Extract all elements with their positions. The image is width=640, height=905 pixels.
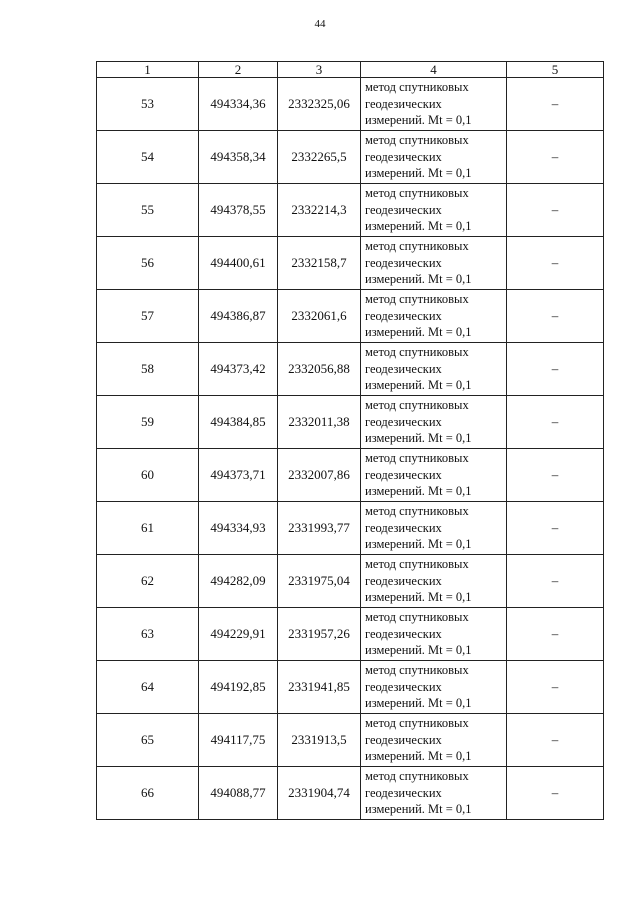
method-text-line: геодезических — [365, 96, 442, 111]
x-coordinate-cell: 494386,87 — [199, 290, 278, 343]
x-coordinate-cell: 494378,55 — [199, 184, 278, 237]
method-text-line: геодезических — [365, 679, 442, 694]
method-text-line: измерений. Mt = 0,1 — [365, 696, 472, 711]
method-text-line: геодезических — [365, 202, 442, 217]
method-cell — [361, 184, 507, 237]
point-number-cell: 56 — [97, 237, 199, 290]
column-header-2: 2 — [199, 62, 278, 78]
method-cell — [361, 343, 507, 396]
method-text-line: измерений. Mt = 0,1 — [365, 113, 472, 128]
method-cell — [361, 555, 507, 608]
method-text-line: измерений. Mt = 0,1 — [365, 431, 472, 446]
y-coordinate-cell: 2332265,5 — [278, 131, 361, 184]
point-number-cell: 63 — [97, 608, 199, 661]
x-coordinate-cell: 494088,77 — [199, 767, 278, 820]
point-number-cell: 53 — [97, 78, 199, 131]
method-text-line: геодезических — [365, 149, 442, 164]
x-coordinate-cell: 494334,93 — [199, 502, 278, 555]
method-text-line: метод спутниковых — [365, 504, 469, 519]
method-text-line: метод спутниковых — [365, 292, 469, 307]
column-header-3: 3 — [278, 62, 361, 78]
table-row — [97, 661, 604, 714]
method-cell — [361, 396, 507, 449]
point-number-cell: 66 — [97, 767, 199, 820]
method-text-line: метод спутниковых — [365, 345, 469, 360]
method-cell — [361, 608, 507, 661]
method-cell — [361, 290, 507, 343]
method-text-line: метод спутниковых — [365, 716, 469, 731]
method-text-line: метод спутниковых — [365, 133, 469, 148]
method-text-line: измерений. Mt = 0,1 — [365, 378, 472, 393]
point-number-cell: 58 — [97, 343, 199, 396]
y-coordinate-cell: 2331957,26 — [278, 608, 361, 661]
point-number-cell: 60 — [97, 449, 199, 502]
x-coordinate-cell: 494373,42 — [199, 343, 278, 396]
column-5-cell: – — [507, 78, 604, 131]
column-5-cell: – — [507, 184, 604, 237]
method-cell — [361, 767, 507, 820]
column-5-cell: – — [507, 608, 604, 661]
point-number-cell: 54 — [97, 131, 199, 184]
table-row — [97, 502, 604, 555]
x-coordinate-cell: 494373,71 — [199, 449, 278, 502]
column-5-cell: – — [507, 290, 604, 343]
table-header-row — [97, 62, 604, 78]
x-coordinate-cell: 494117,75 — [199, 714, 278, 767]
table-row — [97, 555, 604, 608]
table-row — [97, 714, 604, 767]
method-text-line: геодезических — [365, 308, 442, 323]
table-row — [97, 78, 604, 131]
column-5-cell: – — [507, 449, 604, 502]
y-coordinate-cell: 2331904,74 — [278, 767, 361, 820]
column-5-cell: – — [507, 343, 604, 396]
table-body — [97, 78, 604, 820]
method-text-line: метод спутниковых — [365, 557, 469, 572]
method-text-line: геодезических — [365, 520, 442, 535]
method-text-line: измерений. Mt = 0,1 — [365, 802, 472, 817]
table-row — [97, 184, 604, 237]
column-5-cell: – — [507, 396, 604, 449]
column-5-cell: – — [507, 767, 604, 820]
point-number-cell: 64 — [97, 661, 199, 714]
y-coordinate-cell: 2332214,3 — [278, 184, 361, 237]
x-coordinate-cell: 494192,85 — [199, 661, 278, 714]
method-cell — [361, 502, 507, 555]
column-header-1: 1 — [97, 62, 199, 78]
x-coordinate-cell: 494229,91 — [199, 608, 278, 661]
method-text-line: измерений. Mt = 0,1 — [365, 749, 472, 764]
column-5-cell: – — [507, 131, 604, 184]
x-coordinate-cell: 494384,85 — [199, 396, 278, 449]
y-coordinate-cell: 2331941,85 — [278, 661, 361, 714]
table-row — [97, 608, 604, 661]
method-text-line: геодезических — [365, 361, 442, 376]
method-text-line: метод спутниковых — [365, 239, 469, 254]
method-text-line: геодезических — [365, 732, 442, 747]
method-text-line: измерений. Mt = 0,1 — [365, 590, 472, 605]
method-text-line: измерений. Mt = 0,1 — [365, 537, 472, 552]
table-row — [97, 449, 604, 502]
point-number-cell: 59 — [97, 396, 199, 449]
method-text-line: метод спутниковых — [365, 186, 469, 201]
method-cell — [361, 714, 507, 767]
table-row — [97, 396, 604, 449]
method-text-line: метод спутниковых — [365, 398, 469, 413]
point-number-cell: 57 — [97, 290, 199, 343]
point-number-cell: 61 — [97, 502, 199, 555]
method-text-line: измерений. Mt = 0,1 — [365, 484, 472, 499]
y-coordinate-cell: 2332061,6 — [278, 290, 361, 343]
column-5-cell: – — [507, 555, 604, 608]
method-cell — [361, 661, 507, 714]
y-coordinate-cell: 2332007,86 — [278, 449, 361, 502]
method-text-line: метод спутниковых — [365, 451, 469, 466]
y-coordinate-cell: 2332056,88 — [278, 343, 361, 396]
column-5-cell: – — [507, 502, 604, 555]
column-header-5: 5 — [507, 62, 604, 78]
method-text-line: геодезических — [365, 467, 442, 482]
point-number-cell: 62 — [97, 555, 199, 608]
y-coordinate-cell: 2332158,7 — [278, 237, 361, 290]
column-5-cell: – — [507, 237, 604, 290]
method-text-line: измерений. Mt = 0,1 — [365, 219, 472, 234]
x-coordinate-cell: 494358,34 — [199, 131, 278, 184]
table-row — [97, 237, 604, 290]
method-text-line: измерений. Mt = 0,1 — [365, 272, 472, 287]
method-text-line: метод спутниковых — [365, 610, 469, 625]
method-cell — [361, 131, 507, 184]
point-number-cell: 55 — [97, 184, 199, 237]
column-5-cell: – — [507, 661, 604, 714]
method-text-line: метод спутниковых — [365, 80, 469, 95]
method-text-line: геодезических — [365, 785, 442, 800]
method-text-line: геодезических — [365, 255, 442, 270]
table-row — [97, 767, 604, 820]
coordinates-table — [96, 61, 604, 820]
x-coordinate-cell: 494400,61 — [199, 237, 278, 290]
method-text-line: измерений. Mt = 0,1 — [365, 325, 472, 340]
y-coordinate-cell: 2331975,04 — [278, 555, 361, 608]
y-coordinate-cell: 2332011,38 — [278, 396, 361, 449]
column-5-cell: – — [507, 714, 604, 767]
method-text-line: измерений. Mt = 0,1 — [365, 643, 472, 658]
point-number-cell: 65 — [97, 714, 199, 767]
y-coordinate-cell: 2331913,5 — [278, 714, 361, 767]
x-coordinate-cell: 494334,36 — [199, 78, 278, 131]
table-row — [97, 343, 604, 396]
method-text-line: геодезических — [365, 414, 442, 429]
method-cell — [361, 78, 507, 131]
y-coordinate-cell: 2332325,06 — [278, 78, 361, 131]
table-row — [97, 131, 604, 184]
column-header-4: 4 — [361, 62, 507, 78]
table-row — [97, 290, 604, 343]
method-text-line: измерений. Mt = 0,1 — [365, 166, 472, 181]
method-cell — [361, 237, 507, 290]
method-text-line: метод спутниковых — [365, 663, 469, 678]
method-text-line: геодезических — [365, 626, 442, 641]
y-coordinate-cell: 2331993,77 — [278, 502, 361, 555]
method-cell — [361, 449, 507, 502]
method-text-line: геодезических — [365, 573, 442, 588]
x-coordinate-cell: 494282,09 — [199, 555, 278, 608]
page-number: 44 — [314, 18, 326, 30]
method-text-line: метод спутниковых — [365, 769, 469, 784]
